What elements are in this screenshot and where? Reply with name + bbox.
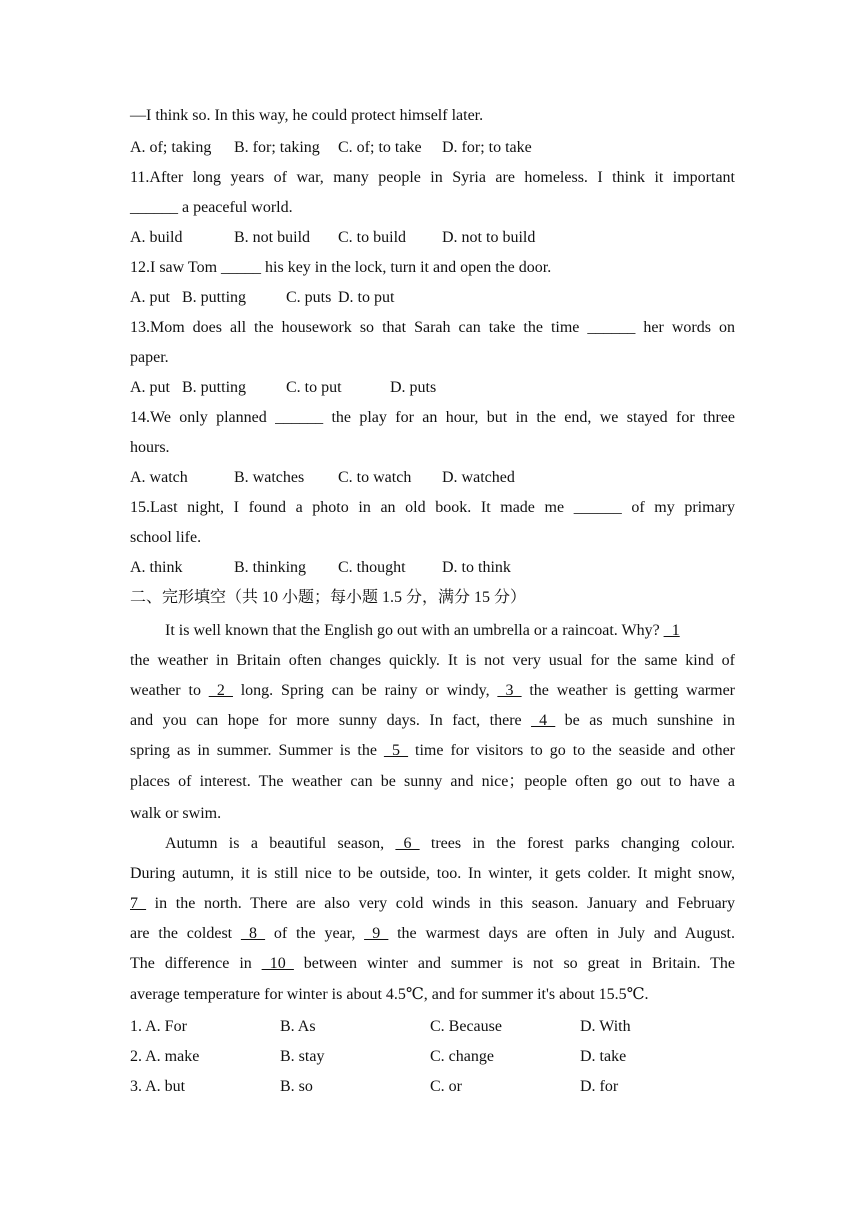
cloze-3-option-b: B. so	[280, 1078, 313, 1095]
cloze-2-option-b: B. stay	[280, 1048, 325, 1065]
q12-option-c: C. puts	[286, 289, 332, 306]
q15-options	[130, 553, 735, 583]
passage-p2-line3	[130, 889, 735, 919]
cloze-1-option-a: 1. A. For	[130, 1018, 187, 1035]
blank-4: _4_	[531, 712, 556, 729]
passage-p1-line2: the weather in Britain often changes quickly. It is not very usual for the same kind of	[130, 652, 735, 669]
q11-option-b: B. not build	[234, 229, 311, 246]
q12-options	[130, 283, 735, 313]
passage-p1-line3	[130, 676, 735, 706]
q15-line2: school life.	[130, 529, 202, 546]
passage-text: the weather is getting warmer	[521, 682, 736, 699]
q12-option-b: B. putting	[182, 289, 247, 306]
passage-text: the warmest days are often in July and August.	[388, 925, 736, 942]
q11-options	[130, 223, 735, 253]
cloze-3-option-c: C. or	[430, 1078, 462, 1095]
passage-text: are the coldest	[130, 925, 241, 942]
q14-line2: hours.	[130, 439, 170, 456]
passage-p1-line1	[165, 616, 735, 646]
passage-text: weather to	[130, 682, 209, 699]
passage-p2-line1	[165, 829, 735, 859]
passage-text: time for visitors to go to the seaside and other	[408, 742, 736, 759]
blank-7: 7_	[130, 895, 146, 912]
q14-option-b: B. watches	[234, 469, 305, 486]
blank-3: _3_	[497, 682, 522, 699]
q15-option-a: A. think	[130, 559, 183, 576]
q11-line2: ______ a peaceful world.	[130, 199, 293, 216]
cloze-1-option-c: C. Because	[430, 1018, 502, 1035]
blank-10: _10_	[261, 955, 294, 972]
q12-line1: 12.I saw Tom _____ his key in the lock, turn it and open the door.	[130, 259, 552, 276]
intro-line: —I think so. In this way, he could protect himself later.	[130, 107, 484, 124]
q11-option-a: A. build	[130, 229, 183, 246]
cloze-3-option-d: D. for	[580, 1078, 619, 1095]
passage-text: of the year,	[264, 925, 365, 942]
q14-option-c: C. to watch	[338, 469, 412, 486]
passage-text: spring as in summer. Summer is the	[130, 742, 384, 759]
passage-p1-line5	[130, 736, 735, 766]
q15-option-d: D. to think	[442, 559, 511, 576]
passage-p1-line7: walk or swim.	[130, 805, 222, 822]
passage-p2-line4	[130, 919, 735, 949]
q13-line2: paper.	[130, 349, 169, 366]
q14-options	[130, 463, 735, 493]
passage-p2-line5	[130, 949, 735, 979]
q12-option-d: D. to put	[338, 289, 395, 306]
q11-line1: 11.After long years of war, many people in Syria are homeless. I think it important	[130, 169, 735, 186]
q13-option-c: C. to put	[286, 379, 342, 396]
passage-text: Autumn is a beautiful season,	[165, 835, 396, 852]
passage-p1-line4	[130, 706, 735, 736]
cloze-1-option-b: B. As	[280, 1018, 316, 1035]
q15-option-b: B. thinking	[234, 559, 307, 576]
q14-option-d: D. watched	[442, 469, 515, 486]
q11-option-d: D. not to build	[442, 229, 536, 246]
cloze-2-option-a: 2. A. make	[130, 1048, 200, 1065]
q13-options	[130, 373, 735, 403]
q13-line1: 13.Mom does all the housework so that Sarah can take the time ______ her words on	[130, 319, 735, 336]
passage-text: It is well known that the English go out with an umbrella or a raincoat. Why?	[165, 622, 664, 639]
passage-p2-line2: During autumn, it is still nice to be outside, too. In winter, it gets colder. It might snow,	[130, 865, 735, 882]
q11-option-c: C. to build	[338, 229, 407, 246]
q15-option-c: C. thought	[338, 559, 406, 576]
passage-text: be as much sunshine in	[555, 712, 735, 729]
blank-6: _6_	[395, 835, 420, 852]
cloze-3-option-a: 3. A. but	[130, 1078, 186, 1095]
passage-text: between winter and summer is not so great in Britain. The	[293, 955, 735, 972]
blank-8: _8_	[240, 925, 265, 942]
q10-option-c: C. of; to take	[338, 139, 422, 156]
passage-text: trees in the forest parks changing colour.	[419, 835, 735, 852]
q15-line1: 15.Last night, I found a photo in an old book. It made me ______ of my primary	[130, 499, 735, 516]
q13-option-a: A. put	[130, 379, 170, 396]
passage-text: in the north. There are also very cold winds in this season. January and February	[146, 895, 735, 912]
blank-5: _5_	[384, 742, 408, 759]
cloze-2-option-c: C. change	[430, 1048, 494, 1065]
passage-text: and you can hope for more sunny days. In fact, there	[130, 712, 532, 729]
passage-text: The difference in	[130, 955, 262, 972]
blank-2: _2_	[208, 682, 233, 699]
cloze-2-option-d: D. take	[580, 1048, 627, 1065]
section2-heading: 二、完形填空（共 10 小题；每小题 1.5 分，满分 15 分）	[130, 589, 527, 606]
q13-option-d: D. puts	[390, 379, 437, 396]
q13-option-b: B. putting	[182, 379, 247, 396]
q10-option-a: A. of; taking	[130, 139, 212, 156]
q10-option-b: B. for; taking	[234, 139, 320, 156]
q10-option-d: D. for; to take	[442, 139, 532, 156]
blank-1: _1	[663, 622, 680, 639]
q14-option-a: A. watch	[130, 469, 188, 486]
q12-option-a: A. put	[130, 289, 170, 306]
cloze-1-option-d: D. With	[580, 1018, 631, 1035]
passage-text: long. Spring can be rainy or windy,	[232, 682, 498, 699]
q10-options	[130, 133, 735, 163]
passage-p1-line6: places of interest. The weather can be sunny and nice；people often go out to have a	[130, 773, 735, 790]
blank-9: _9_	[364, 925, 389, 942]
q14-line1: 14.We only planned ______ the play for an hour, but in the end, we stayed for three	[130, 409, 735, 426]
passage-p2-line6: average temperature for winter is about 4.5℃, and for summer it's about 15.5℃.	[130, 986, 649, 1003]
